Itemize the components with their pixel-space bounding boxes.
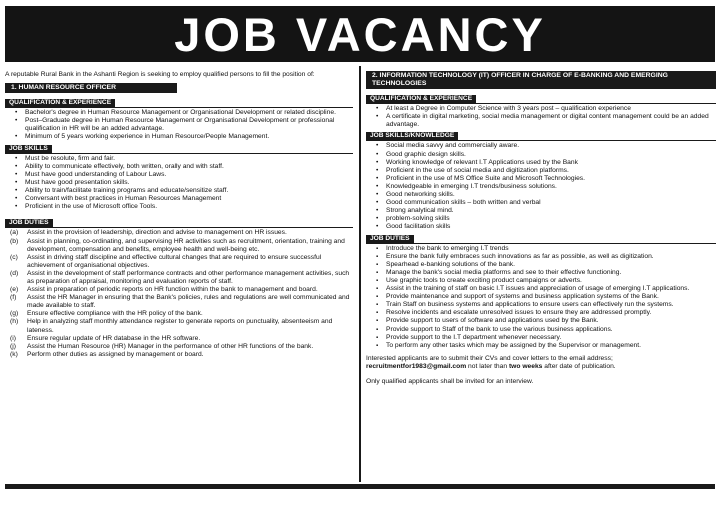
application-middle: not later than [466,362,509,370]
list-item: ▪ Introduce the bank to emerging I.T trends [386,245,716,253]
section-rule [5,153,353,154]
it-skills-list [366,142,716,231]
application-after: after date of publication. [542,362,616,370]
item-text: Assist the HR Manager in ensuring that the Bank's policies, rules and regulations are well communicated and made available to staff. [27,294,350,310]
hr-duties-list [5,229,353,359]
list-item [10,350,353,359]
list-item: • Conversant with best practices in Human Resources Management [25,195,353,203]
item-text: Ensure regular update of HR database in the HR software. [27,334,201,342]
position-2-heading: 2. INFORMATION TECHNOLOGY (IT) OFFICER IN CHARGE OF E-BANKING AND EMERGING TECHNOLOGIES [366,71,716,89]
item-text: Assist in the provision of leadership, direction and advise to management on HR issues. [27,229,287,237]
item-text: Ensure effective compliance with the HR policy of the bank. [27,310,203,318]
list-item: • Proficient in the use of Microsoft office Tools. [25,203,353,211]
right-column [366,68,716,386]
section-rule [366,103,716,104]
item-letter: (c) [10,253,18,261]
list-item: • Good graphic design skills. [386,151,716,159]
item-text: Help in analyzing staff monthly attendance register to generate reports on punctuality, absenteeism and lateness. [27,318,333,334]
list-item: ▪ Assist in the training of staff on basic I.T issues and appreciation of usage of emerging I.T applications. [386,285,716,293]
list-item: • Proficient in the use of social media and digitization platforms. [386,167,716,175]
application-deadline: two weeks [508,362,543,370]
it-duties-list [366,245,716,350]
list-item: • Must be resolute, firm and fair. [25,155,353,163]
list-item: • Post–Graduate degree in Human Resource Management or Organisational Development or professional qualification in HR will be an added advantage. [25,117,353,133]
it-skills-heading: JOB SKILLS/KNOWLEDGE [366,132,458,140]
hr-skills-list [5,155,353,212]
item-letter: (e) [10,286,19,294]
list-item: • Strong analytical mind. [386,207,716,215]
position-1-heading: 1. HUMAN RESOURCE OFFICER [5,83,177,93]
item-text: Assist in preparation of periodic reports on HR function within the bank to management and board. [27,286,318,294]
list-item: • A certificate in digital marketing, social media management or digital content management could be an added advantage. [386,113,716,129]
left-column [5,68,353,359]
column-divider [359,66,361,482]
hr-duties-heading: JOB DUTIES [5,219,53,227]
item-letter: (f) [10,294,17,302]
hr-qualification-heading: QUALIFICATION & EXPERIENCE [5,99,115,107]
list-item: ▪ Spearhead e-banking solutions of the bank. [386,261,716,269]
page-title: JOB VACANCY [174,7,546,61]
list-item: • Proficient in the use of MS Office Suite and Microsoft Technologies. [386,175,716,183]
list-item [10,294,353,310]
intro-text: A reputable Rural Bank in the Ashanti Region is seeking to employ qualified persons to fill the position of: [5,71,315,78]
list-item: ▪ Ensure the bank fully embraces such innovations as far as possible, as well as digitization. [386,253,716,261]
item-text: Assist in driving staff discipline and effective cultural changes that are required to ensure successful achievement of organisational objectives. [27,253,322,269]
item-letter: (d) [10,269,19,277]
list-item [10,253,353,270]
bottom-rule [5,484,715,489]
it-qualification-list [366,105,716,129]
list-item: ▪ To perform any other tasks which may be assigned by the Supervisor or management. [386,342,716,350]
section-rule [5,107,353,108]
list-item: • Minimum of 5 years working experience in Human Resource/People Management. [25,133,353,141]
item-letter: (h) [10,318,19,326]
list-item: ▪ Resolve incidents and escalate unresolved issues to ensure they are addressed promptly. [386,309,716,317]
list-item: ▪ Provide support to users of software and applications used by the Bank. [386,317,716,325]
list-item: • problem-solving skills [386,215,716,223]
section-rule [366,243,716,244]
application-email: recruitmentfor1983@gmail.com [366,362,467,370]
item-letter: (k) [10,350,18,358]
section-rule [5,227,353,228]
list-item [10,237,353,254]
list-item [10,269,353,286]
list-item [10,318,353,334]
list-item: • At least a Degree in Computer Science with 3 years post – qualification experience [386,105,716,113]
list-item: • Good networking skills. [386,191,716,199]
list-item: ▪ Manage the bank's social media platforms and see to their effective functioning. [386,269,716,277]
item-letter: (g) [10,310,19,318]
hr-skills-heading: JOB SKILLS [5,145,52,153]
application-line: Interested applicants are to submit their CVs and cover letters to the email address; [366,354,613,362]
list-item: • Good communication skills – both written and verbal [386,199,716,207]
list-item: ▪ Train Staff on business systems and applications to ensure users can effectively run the systems. [386,301,716,309]
list-item [10,342,353,351]
application-instructions [366,355,716,371]
item-text: Assist in planning, co-ordinating, and supervising HR activities such as recruitment, orientation, training and development, compensation and benefits, employee health and well-being etc. [27,237,345,253]
item-letter: (a) [10,229,19,237]
list-item [10,229,353,237]
interview-note: Only qualified applicants shall be invited for an interview. [366,378,534,385]
list-item: ▪ Provide support to Staff of the bank to use the various business applications. [386,326,716,334]
hr-qualification-list [5,109,353,141]
list-item: • Must have good presentation skills. [25,179,353,187]
list-item: ▪ Provide maintenance and support of systems and business application systems of the Bank. [386,293,716,301]
list-item [10,286,353,294]
list-item: ▪ Use graphic tools to create exciting product campaigns or adverts. [386,277,716,285]
it-qualification-heading: QUALIFICATION & EXPERIENCE [366,95,476,103]
item-letter: (b) [10,237,19,245]
title-banner [5,6,715,62]
item-text: Assist the Human Resource (HR) Manager in the performance of other HR functions of the bank. [27,342,314,350]
it-duties-heading: JOB DUTIES [366,235,414,243]
item-letter: (i) [10,334,16,342]
section-rule [366,140,716,141]
list-item: • Knowledgeable in emerging I.T trends/business solutions. [386,183,716,191]
list-item [10,310,353,318]
item-text: Perform other duties as assigned by management or board. [27,350,204,358]
list-item: • Good facilitation skills [386,223,716,231]
list-item: • Ability to train/facilitate training programs and educate/sensitize staff. [25,187,353,195]
list-item [10,334,353,343]
list-item: • Ability to communicate effectively, both written, orally and with staff. [25,163,353,171]
item-text: Assist in the development of staff performance contracts and other performance management activities, such as preparation of appraisal, monitoring and evaluation reports of staff. [27,269,350,285]
item-letter: (j) [10,342,16,350]
list-item: • Working knowledge of relevant I.T Applications used by the Bank [386,159,716,167]
list-item: • Must have good understanding of Labour Laws. [25,171,353,179]
list-item: • Social media savvy and commercially aware. [386,142,716,150]
list-item: ▪ Provide support to the I.T department whenever necessary. [386,334,716,342]
list-item: • Bachelor's degree in Human Resource Management or Organisational Development or related discipline. [25,109,353,117]
